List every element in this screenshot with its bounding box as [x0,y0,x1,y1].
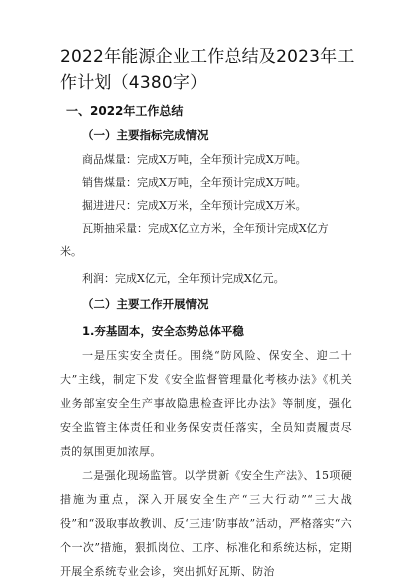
indicator-line: 销售煤量：完成X万吨，全年预计完成X万吨。 [82,176,307,189]
indicator-line: 利润：完成X亿元，全年预计完成X亿元。 [82,272,285,285]
section-heading-summary: 一、2022年工作总结 [66,104,184,118]
subsection-heading-indicators: （一）主要指标完成情况 [82,128,209,142]
indicator-line: 掘进进尺：完成X万米，全年预计完成X万米。 [82,199,307,212]
subsection-heading-work: （二）主要工作开展情况 [82,297,209,311]
indicator-line: 瓦斯抽采量：完成X亿立方米，全年预计完成X亿方 [82,222,329,235]
indicator-line: 商品煤量：完成X万吨，全年预计完成X万吨。 [82,153,307,166]
paragraph-safety-responsibility: 一是压实安全责任。围绕“防风险、保安全、迎二十大”主线，制定下发《安全监督管理量化考核办法》《机关业务部室安全生产事故隐患检查评比办法》等制度，强化安全监管主体责任和业务保安责任落实，全员知责履责尽责的氛围更加浓厚。 [60,349,352,458]
paragraph-site-supervision: 二是强化现场监管。以学贯新《安全生产法》、15项硬措施为重点，深入开展安全生产“三大行动”“三大战役”和“汲取事故教训、反‘三违’防事故”活动，严格落实“六个一次”措施，狠抓岗位、工序、标准化和系统达标，定期开展全系统专业会诊，突出抓好瓦斯、防治 [60,469,352,578]
document-title: 2022年能源企业工作总结及2023年工作计划（4380字） [60,47,355,93]
indicator-line-continuation: 米。 [60,245,82,258]
document-body [60,100,352,584]
point-heading-safety: 1.夯基固本，安全态势总体平稳 [82,324,244,338]
